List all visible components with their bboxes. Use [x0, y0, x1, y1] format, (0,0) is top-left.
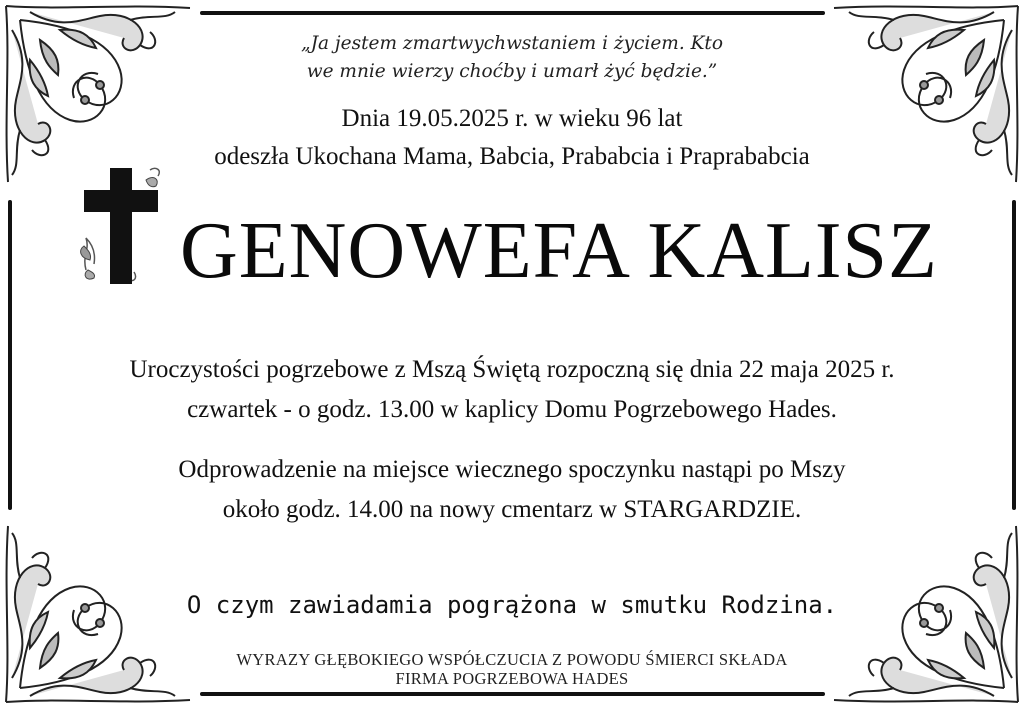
procession-line-2: około godz. 14.00 na nowy cmentarz w STARGARDZIE. [222, 496, 802, 523]
burial-procession-info [0, 450, 1024, 530]
condolences-line-1: WYRAZY GŁĘBOKIEGO WSPÓŁCZUCIA Z POWODU ŚMIERCI SKŁADA [236, 650, 788, 669]
frame-bottom-line [200, 692, 825, 696]
quote-line-2: we mnie wierzy choćby i umarł żyć będzie.” [306, 61, 718, 82]
ceremony-line-1: Uroczystości pogrzebowe z Mszą Świętą rozpoczną się dnia 22 maja 2025 r. [129, 356, 895, 383]
announcement-line-1: Dnia 19.05.2025 r. w wieku 96 lat [341, 105, 683, 132]
announcement-line-2: odeszła Ukochana Mama, Babcia, Prababcia i Praprababcia [214, 143, 810, 170]
funeral-ceremony-info [0, 350, 1024, 430]
condolences-note [0, 650, 1024, 688]
cross-with-flowers-icon [76, 160, 166, 290]
ceremony-line-2: czwartek - o godz. 13.00 w kaplicy Domu Pogrzebowego Hades. [187, 396, 837, 423]
condolences-line-2: FIRMA POGRZEBOWA HADES [395, 669, 629, 688]
bible-quote [0, 30, 1024, 86]
deceased-name: GENOWEFA KALISZ [180, 207, 938, 295]
procession-line-1: Odprowadzenie na miejsce wiecznego spoczynku nastąpi po Mszy [178, 456, 846, 483]
frame-top-line [200, 11, 825, 15]
quote-line-1: „Ja jestem zmartwychwstaniem i życiem. Kto [301, 33, 723, 54]
family-closing-line: O czym zawiadamia pogrążona w smutku Rodzina. [186, 591, 838, 619]
